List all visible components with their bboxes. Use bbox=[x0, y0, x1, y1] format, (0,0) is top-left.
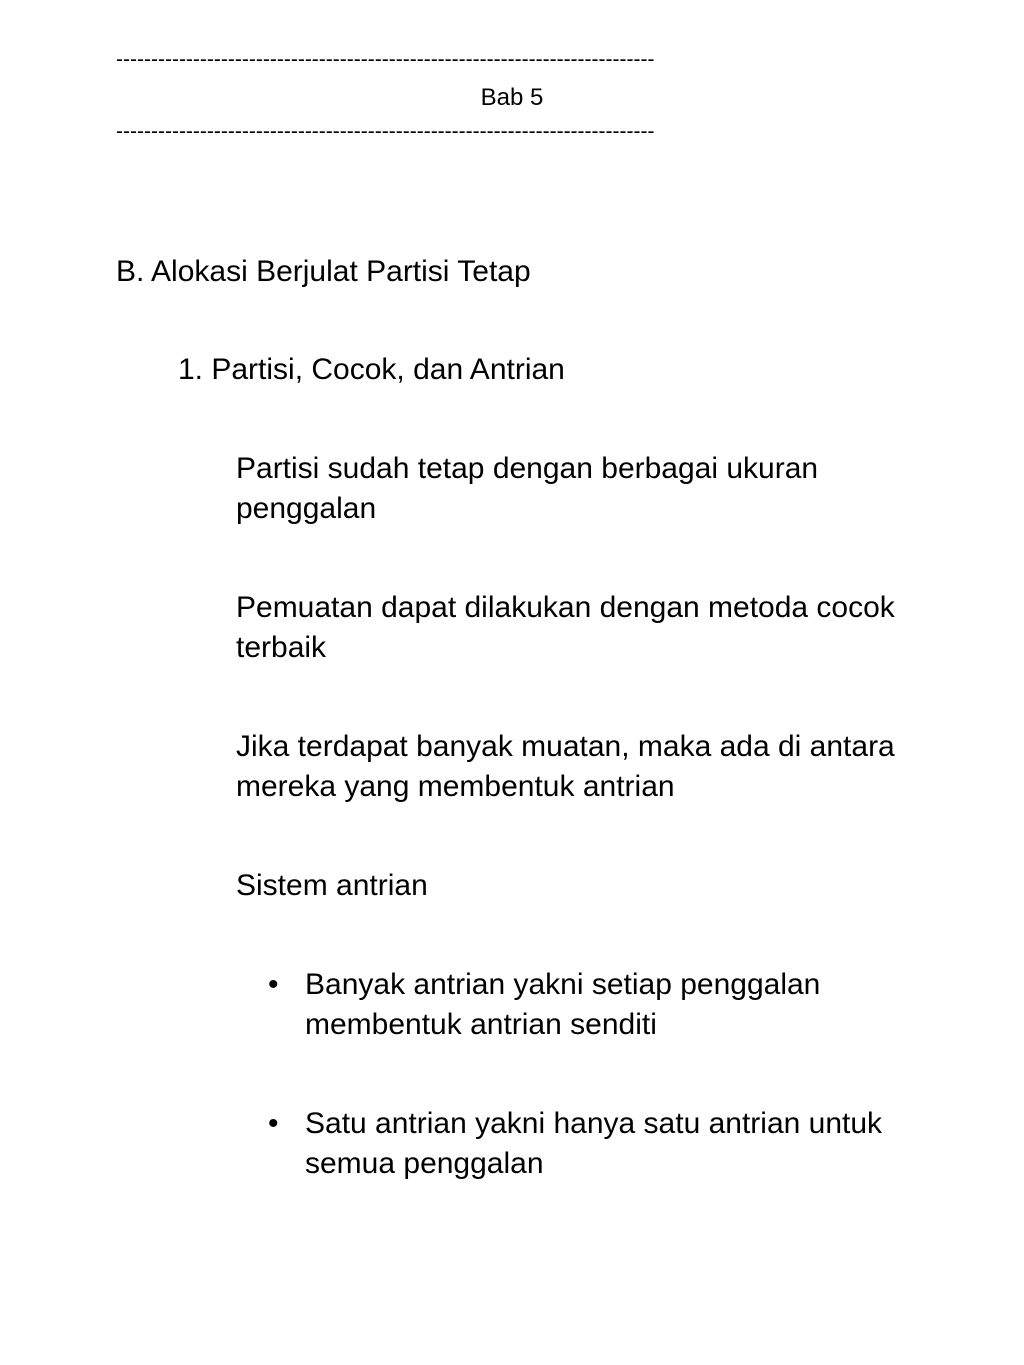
bullet-text: Satu antrian yakni hanya satu antrian untuk semua penggalan bbox=[305, 1107, 883, 1180]
bullet-marker: • bbox=[268, 1107, 279, 1140]
paragraph-queue: Jika terdapat banyak muatan, maka ada di antara mereka yang membentuk antrian bbox=[236, 730, 895, 803]
paragraph-partition: Partisi sudah tetap dengan berbagai ukuran penggalan bbox=[236, 452, 819, 525]
sub-heading: 1. Partisi, Cocok, dan Antrian bbox=[178, 353, 565, 386]
bullet-item-multiple-queues bbox=[268, 965, 908, 1045]
header-rule-bottom: ----------------------------------------------------------------------------- bbox=[116, 120, 655, 143]
paragraph-loading: Pemuatan dapat dilakukan dengan metoda cocok terbaik bbox=[236, 591, 895, 664]
bullet-text: Banyak antrian yakni setiap penggalan membentuk antrian senditi bbox=[305, 968, 821, 1041]
chapter-title: Bab 5 bbox=[480, 84, 544, 111]
bullet-item-single-queue bbox=[268, 1104, 908, 1184]
bullet-marker: • bbox=[268, 968, 279, 1001]
header-rule-top: ----------------------------------------------------------------------------- bbox=[116, 48, 655, 71]
paragraph-queue-system: Sistem antrian bbox=[236, 869, 428, 902]
section-heading: B. Alokasi Berjulat Partisi Tetap bbox=[116, 255, 531, 288]
